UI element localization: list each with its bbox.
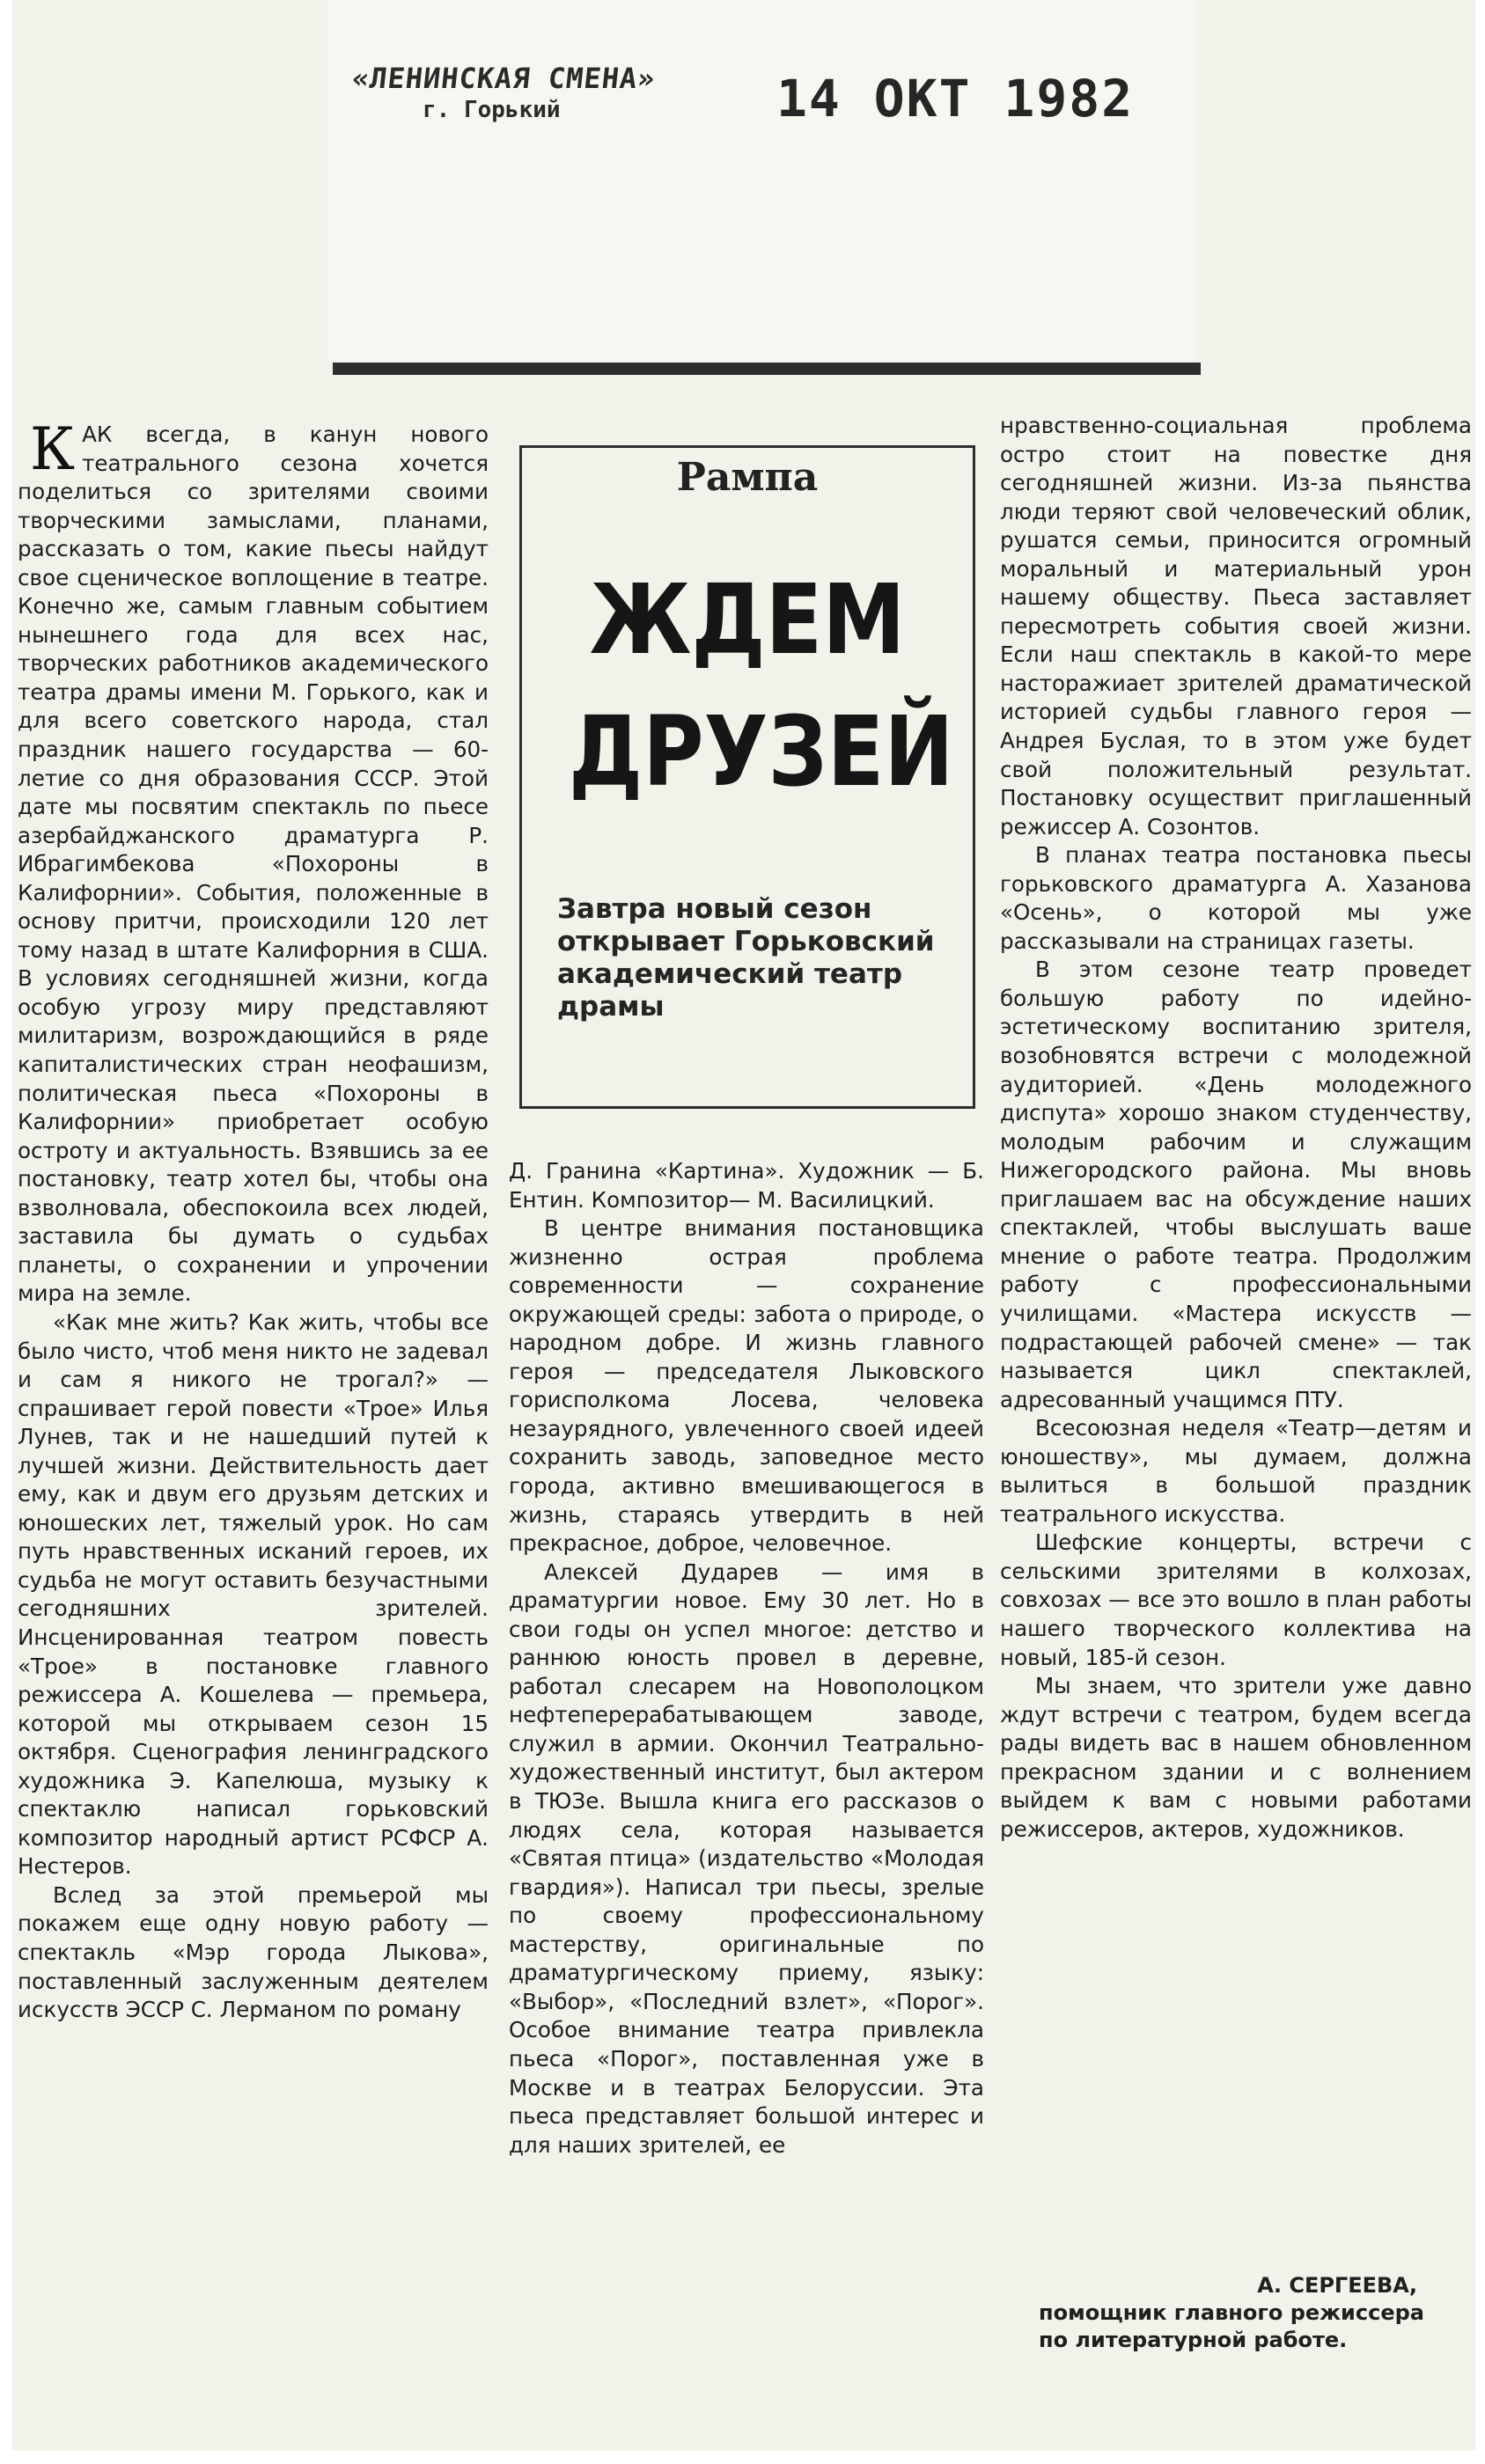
paragraph: В планах театра постановка пьесы горьковского драматурга А. Хазанова «Осень», о которой мы уже рассказывали на страницах газеты. <box>1000 842 1472 954</box>
article-column-3 <box>1000 412 1472 1844</box>
paragraph: В центре внимания постановщика жизненно острая проблема современности — сохранение окружающей среды: забота о природе, о народном добре. И жизнь главного героя — председателя Лыковского горисполкома Лосева, человека незаурядного, увлеченного своей идеей сохранить заводь, заповедное место города, активно вмешивающегося в жизнь, стараясь утвердить в ней прекрасное, доброе, человечное. <box>509 1215 984 1557</box>
paragraph: Д. Гранина «Картина». Художник — Б. Ентин. Композитор— М. Василицкий. <box>509 1158 984 1213</box>
author-role: помощник главного режиссера по литературной работе. <box>1039 2300 1424 2352</box>
header-rule <box>333 363 1201 375</box>
paragraph: нравственно-социальная проблема остро стоит на повестке дня сегодняшней жизни. Из-за пьянства люди теряют свой человеческий облик, рушатся семьи, приносится огромный моральный и материальный урон нашему обществу. Пьеса заставляет пересмотреть события своей жизни. Если наш спектакль в какой-то мере насторажиает зрителей драматической историей судьбы главного героя — Андрея Буслая, то в этом уже будет свой положительный результат. Постановку осуществит приглашенный режиссер А. Созонтов. <box>1000 413 1472 840</box>
paragraph: Всесоюзная неделя «Театр—детям и юношеству», мы думаем, должна вылиться в большой праздник театрального искусства. <box>1000 1415 1472 1527</box>
article-headline: ЖДЕМ ДРУЗЕЙ <box>569 563 954 808</box>
paragraph: Мы знаем, что зрители уже давно ждут встречи с театром, будем всегда рады видеть вас в нашем обновленном прекрасном здании и с волнением выйдем к вам с новыми работами режиссеров, актеров, художников. <box>1000 1673 1472 1842</box>
stamp-city: г. Горький <box>423 97 561 123</box>
paragraph: КАК всегда, в канун нового театрального сезона хочется поделиться со зрителями своими творческими замыслами, планами, рассказать о том, какие пьесы найдут свое сценическое воплощение в театре. Конечно же, самым главным событием нынешнего года для всех нас, творческих работников академического театра драмы имени М. Горького, как и для всего советского народа, стал праздник нашего государства — 60-летие со дня образования СССР. Этой дате мы посвятим спектакль по пьесе азербайджанского драматурга Р. Ибрагимбекова «Похороны в Калифорнии». События, положенные в основу притчи, происходили 120 лет тому назад в штате Калифорния в США. В условиях сегодняшней жизни, когда особую угрозу миру представляют милитаризм, возрождающийся в ряде капиталистических стран неофашизм, политическая пьеса «Похороны в Калифорнии» приобретает особую остроту и актуальность. Взявшись за ее постановку, театр хотел бы, чтобы она взволновала, обеспокоила всех людей, заставила бы думать о судьбах планеты, о сохранении и упрочении мира на земле. <box>18 415 489 1307</box>
article-column-2 <box>509 1157 984 2160</box>
rubric-title: Рампа <box>676 455 819 500</box>
author-signature <box>1003 2272 1444 2354</box>
stamp-date: 14 ОКТ 1982 <box>776 69 1135 128</box>
article-subheadline: Завтра новый сезон открывает Горьковский академический театр драмы <box>557 893 935 1023</box>
paragraph: В этом сезоне театр проведет большую работу по идейно-эстетическому воспитанию зрителя, возобновятся встречи с молодежной аудиторией. «День молодежного диспута» хорошо знаком студенчеству, молодым рабочим и служащим Нижегородского района. Мы вновь приглашаем вас на обсуждение наших спектаклей, чтобы выслушать ваше мнение о работе театра. Продолжим работу с профессиональными училищами. «Мастера искусств — подрастающей рабочей смене» — так называется цикл спектаклей, адресованный учащимся ПТУ. <box>1000 957 1472 1412</box>
paragraph: Алексей Дударев — имя в драматургии новое. Ему 30 лет. Но в свои годы он успел многое: детство и раннюю юность провел в деревне, работал слесарем на Новополоцком нефтеперерабатывающем заводе, служил в армии. Окончил Театрально-художественный институт, был актером в ТЮЗе. Вышла книга его рассказов о людях села, которая называется «Святая птица» (издательство «Молодая гвардия»). Написал три пьесы, зрелые по своему профессиональному мастерству, оригинальные по драматургическому приему, языку: «Выбор», «Последний взлет», «Порог». Особое внимание театра привлекла пьеса «Порог», поставленная уже в Москве и в театрах Белоруссии. Эта пьеса представляет большой интерес и для наших зрителей, ее <box>509 1558 984 2158</box>
library-stamp <box>352 62 669 123</box>
drop-cap: К <box>30 415 76 483</box>
paragraph: Шефские концерты, встречи с сельскими зрителями в колхозах, совхозах — все это вошло в план работы нашего творческого коллектива на новый, 185-й сезон. <box>1000 1529 1472 1670</box>
stamp-publication: «ЛЕНИНСКАЯ СМЕНА» <box>350 62 658 95</box>
paragraph: «Как мне жить? Как жить, чтобы все было чисто, чтоб меня никто не задевал и сам я никого не трогал?» — спрашивает герой повести «Трое» Илья Лунев, так и не нашедший путей к лучшей жизни. Действительность дает ему, как и двум его друзьям детских и юношеских лет, тяжелый урок. Но сам путь нравственных исканий героев, их судьба не могут оставить безучастными сегодняшних зрителей. Инсценированная театром повесть «Трое» в постановке главного режиссера А. Кошелева — премьера, которой мы открываем сезон 15 октября. Сценография ленинградского художника Э. Капелюша, музыку к спектаклю написал горьковский композитор народный артист РСФСР А. Нестеров. <box>18 1309 489 1880</box>
paragraph: Вслед за этой премьерой мы покажем еще одну новую работу — спектакль «Мэр города Лыкова», поставленный заслуженным деятелем искусств ЭССР С. Лерманом по роману <box>18 1881 489 2023</box>
author-name: А. СЕРГЕЕВА, <box>1257 2273 1417 2298</box>
clipping-header-strip <box>327 0 1195 363</box>
headline-box <box>519 445 975 1109</box>
article-column-1 <box>18 415 489 2025</box>
